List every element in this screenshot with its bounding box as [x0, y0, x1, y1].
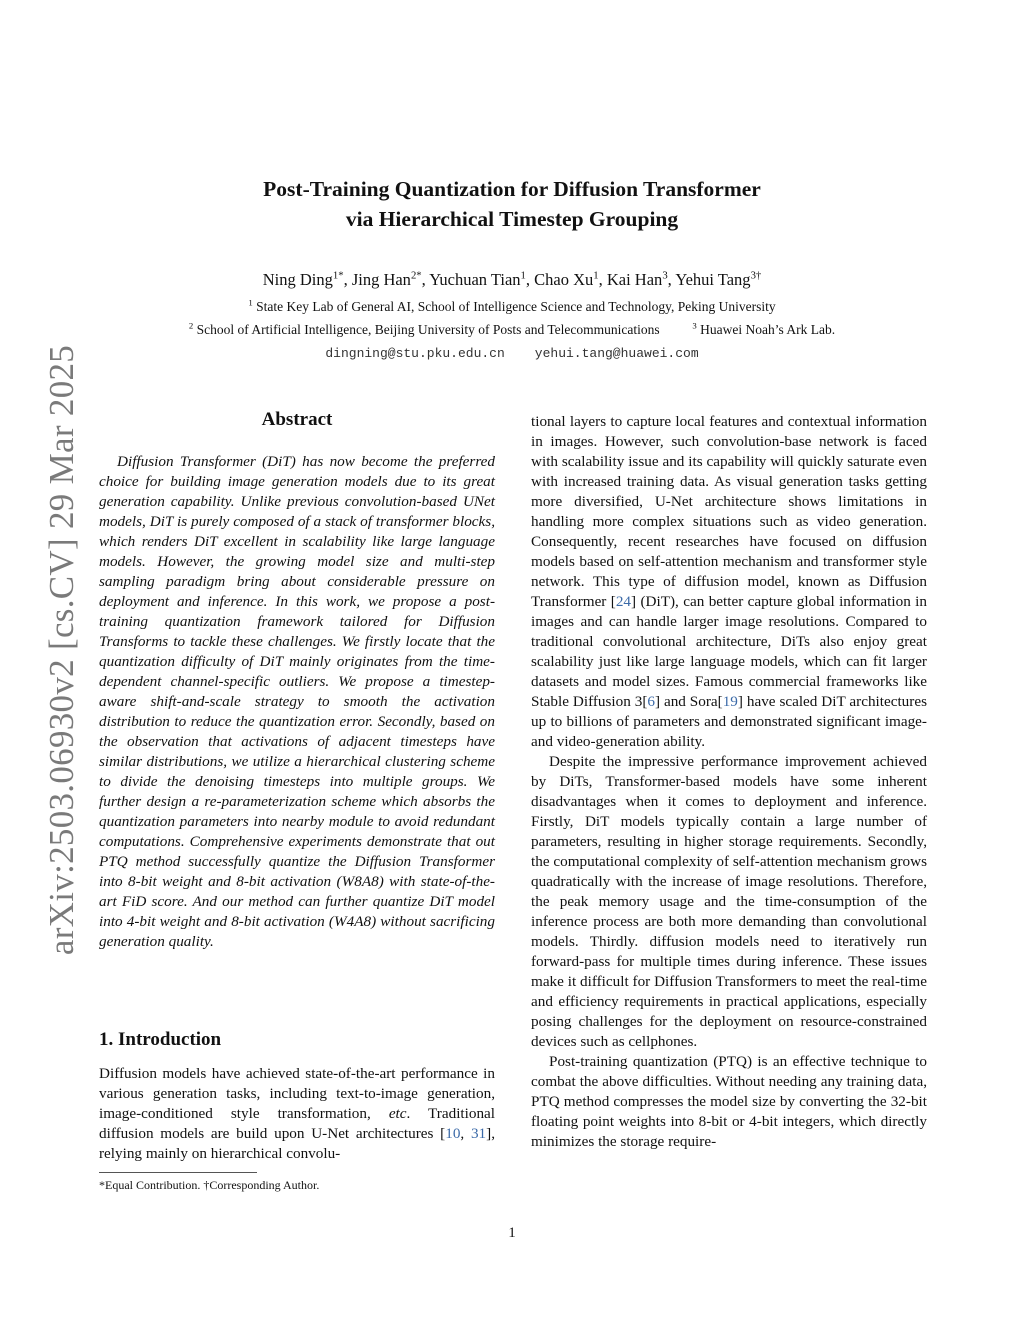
abstract-text: Diffusion Transformer (DiT) has now become the preferred choice for building image generation models due to its great generation capability. Unlike previous convolution-based UNet models, DiT is purely composed of a stack of transformer blocks, which renders DiT excellent in scalability like large language models. However, the growing model size and multi-step sampling paradigm bring about considerable pressure on deployment and inference. In this work, we propose a post-training quantization framework tailored for Diffusion Transforms to tackle these challenges. We firstly locate that the quantization difficulty of DiT mainly originates from the time-dependent channel-specific outliers. We propose a timestep-aware shift-and-scale strategy to smooth the activation distribution to reduce the quantization error. Secondly, based on the observation that activations of adjacent timesteps have similar distributions, we utilize a hierarchical clustering scheme to divide the denoising timesteps into multiple groups. We further design a re-parameterization scheme which absorbs the quantization parameters into nearby module to avoid redundant computations. Comprehensive experiments demonstrate that out PTQ method successfully quantize the Diffusion Transformer into 8-bit weight and 8-bit activation (W8A8) with state-of-the-art FiD score. And our method can further quantize DiT model into 4-bit weight and 8-bit activation (W4A8) without sacrificing generation quality. [99, 453, 495, 950]
footnote-divider [99, 1172, 257, 1173]
author-name: Yuchuan Tian [429, 270, 521, 289]
email-list [0, 346, 1024, 361]
paper-title [0, 174, 1024, 234]
affiliation-1 [0, 299, 1024, 315]
author-separator: , [421, 270, 430, 289]
arxiv-identifier: arXiv:2503.06930v2 [cs.CV] 29 Mar 2025 [42, 344, 81, 956]
section-heading-introduction: 1. Introduction [99, 1029, 222, 1050]
citation-link[interactable]: 31 [470, 1125, 487, 1142]
body-paragraph: Despite the impressive performance improvement achieved by DiTs, Transformer-based models have some inherent disadvantages when it comes to deployment and inference. Firstly, DiT models typically contain a large number of parameters, resulting in higher storage requirements. Secondly, the computational complexity of self-attention mechanism grows quadratically with the increase of image resolutions. Therefore, the peak memory usage and the time-consumption of the inference process are both more demanding than convolutional models. Thirdly. diffusion models need to iteratively run forward-pass for multiple times during inference. These issues make it difficult for Diffusion Transformers to meet the real-time and efficiency requirements in practical applications, especially posing challenges for the deployment on resource-constrained devices such as cellphones. [531, 753, 927, 1050]
text-run-italic: etc [388, 1105, 407, 1122]
text-run: ], relying mainly on hierarchical convolu- [99, 1125, 495, 1162]
author-affiliation-mark: 3† [750, 269, 762, 282]
footnote: *Equal Contribution. †Corresponding Author. [99, 1178, 320, 1192]
author-affiliation-mark: 3 [662, 269, 668, 282]
affiliation-text: State Key Lab of General AI, School of Intelligence Science and Technology, Peking University [256, 299, 776, 314]
text-run: ] and Sora[ [654, 693, 723, 710]
author-name: Kai Han [606, 270, 663, 289]
introduction-body [99, 1064, 495, 1164]
author-separator: , [343, 270, 352, 289]
author-separator: , [598, 270, 607, 289]
email-address: dingning@stu.pku.edu.cn [325, 346, 505, 361]
citation-link[interactable]: 10 [445, 1125, 461, 1142]
affiliation-mark: 3 [692, 320, 697, 331]
title-line-1: Post-Training Quantization for Diffusion Transformer [263, 177, 761, 201]
author-name: Chao Xu [534, 270, 594, 289]
author-name: Jing Han [351, 270, 411, 289]
author-name: Ning Ding [262, 270, 333, 289]
author-separator: , [525, 270, 535, 289]
affiliation-text: Huawei Noah’s Ark Lab. [700, 322, 836, 337]
text-run: ] (DiT), can better capture global information in images and can handle larger image resolutions. Compared to traditional convolutional architecture, DiTs also enjoy great scalability just like large language models, which can fit larger datasets and model sizes. Famous commercial frameworks like Stable Diffusion 3[ [531, 593, 927, 710]
title-line-2: via Hierarchical Timestep Grouping [345, 207, 679, 231]
author-separator: , [667, 270, 676, 289]
right-column-body [531, 412, 927, 1152]
affiliation-mark: 2 [188, 320, 194, 331]
abstract-heading: Abstract [261, 409, 333, 430]
affiliation-2-3 [0, 322, 1024, 338]
body-paragraph: Post-training quantization (PTQ) is an effective technique to combat the above difficulties. Without needing any training data, PTQ method compresses the model size by converting the 32-bit floating point weights into 8-bit or 4-bit integers, which directly minimizes the storage require- [531, 1053, 927, 1150]
page-number: 1 [508, 1225, 516, 1241]
author-affiliation-mark: 2* [410, 269, 422, 282]
text-run: tional layers to capture local features and contextual information in images. However, such convolution-base network is faced with scalability issue and its capability will quickly saturate even with increased training data. As visual generation tasks getting more diversified, U-Net architecture shows limitations in handling more complex situations such as video generation. Consequently, recent researches have focused on diffusion models based on self-attention mechanism and transformer style network. This type of diffusion model, known as Diffusion Transformer [ [531, 413, 927, 610]
body-paragraph [531, 412, 927, 752]
citation-link[interactable]: 6 [647, 693, 655, 710]
text-run: . Traditional diffusion models are build upon U-Net architectures [ [99, 1105, 495, 1142]
author-affiliation-mark: 1* [332, 269, 344, 282]
text-run: , [460, 1125, 471, 1142]
affiliation-text: School of Artificial Intelligence, Beijing University of Posts and Telecommunications [196, 322, 660, 337]
citation-link[interactable]: 19 [722, 693, 738, 710]
author-affiliation-mark: 1 [520, 269, 526, 282]
text-run: ] have scaled DiT architectures up to billions of parameters and demonstrated significant image- and video-generation ability. [531, 693, 927, 750]
author-affiliation-mark: 1 [593, 269, 599, 282]
introduction-paragraph [99, 1064, 495, 1164]
abstract-body [99, 452, 495, 952]
text-run: Diffusion models have achieved state-of-the-art performance in various generation tasks, including text-to-image generation, image-conditioned style transformation, [99, 1065, 495, 1122]
email-address: yehui.tang@huawei.com [534, 346, 699, 361]
author-name: Yehui Tang [675, 270, 751, 289]
author-list [0, 270, 1024, 290]
citation-link[interactable]: 24 [615, 593, 632, 610]
affiliation-mark: 1 [248, 297, 253, 308]
